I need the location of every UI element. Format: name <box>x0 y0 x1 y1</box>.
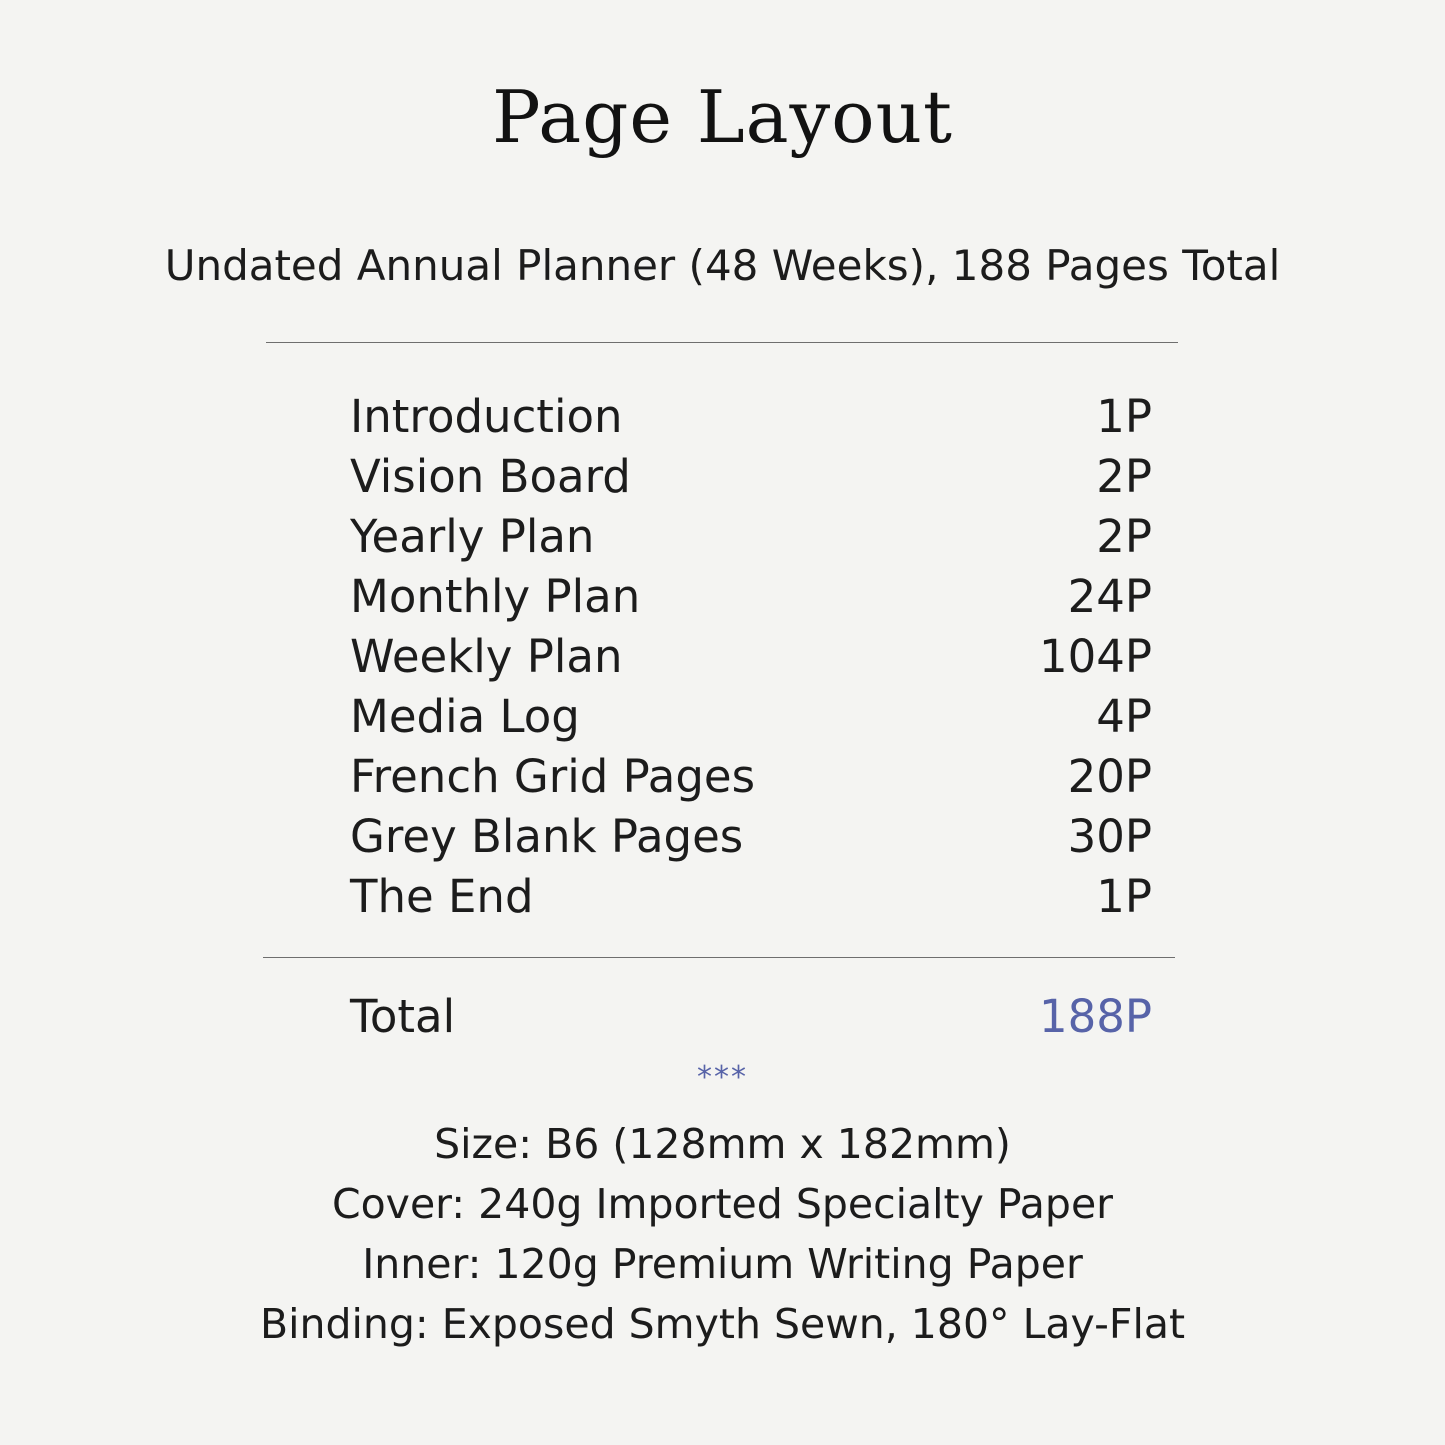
page-subtitle: Undated Annual Planner (48 Weeks), 188 Pages Total <box>164 241 1281 290</box>
spec-size: Size: B6 (128mm x 182mm) <box>434 1120 1011 1168</box>
total-row <box>350 986 1152 1046</box>
section-page-count: 24P <box>1067 569 1152 623</box>
spec-inner: Inner: 120g Premium Writing Paper <box>362 1240 1083 1288</box>
list-item <box>350 566 1152 626</box>
separator-stars: *** <box>697 1060 748 1095</box>
list-item <box>350 626 1152 686</box>
spec-cover: Cover: 240g Imported Specialty Paper <box>331 1180 1114 1228</box>
section-page-count: 2P <box>1096 509 1152 563</box>
list-item <box>350 506 1152 566</box>
section-name: Media Log <box>350 689 580 743</box>
section-name: Yearly Plan <box>350 509 595 563</box>
section-name: Weekly Plan <box>350 629 623 683</box>
bottom-divider <box>263 957 1175 958</box>
section-page-count: 2P <box>1096 449 1152 503</box>
list-item <box>350 686 1152 746</box>
section-page-count: 1P <box>1096 389 1152 443</box>
top-divider <box>266 342 1178 343</box>
section-page-count: 4P <box>1096 689 1152 743</box>
section-list <box>350 386 1152 926</box>
page-title: Page Layout <box>492 75 953 159</box>
section-name: Vision Board <box>350 449 631 503</box>
section-page-count: 20P <box>1067 749 1152 803</box>
section-page-count: 1P <box>1096 869 1152 923</box>
list-item <box>350 746 1152 806</box>
section-name: Introduction <box>350 389 623 443</box>
list-item <box>350 446 1152 506</box>
total-label: Total <box>350 989 456 1043</box>
spec-list <box>0 1114 1445 1354</box>
total-value: 188P <box>1038 989 1152 1043</box>
section-name: Monthly Plan <box>350 569 641 623</box>
list-item <box>350 806 1152 866</box>
list-item <box>350 386 1152 446</box>
section-name: French Grid Pages <box>350 749 756 803</box>
list-item <box>350 866 1152 926</box>
section-page-count: 104P <box>1038 629 1152 683</box>
section-name: The End <box>350 869 534 923</box>
section-name: Grey Blank Pages <box>350 809 744 863</box>
spec-binding: Binding: Exposed Smyth Sewn, 180° Lay-Flat <box>259 1300 1186 1348</box>
section-page-count: 30P <box>1067 809 1152 863</box>
